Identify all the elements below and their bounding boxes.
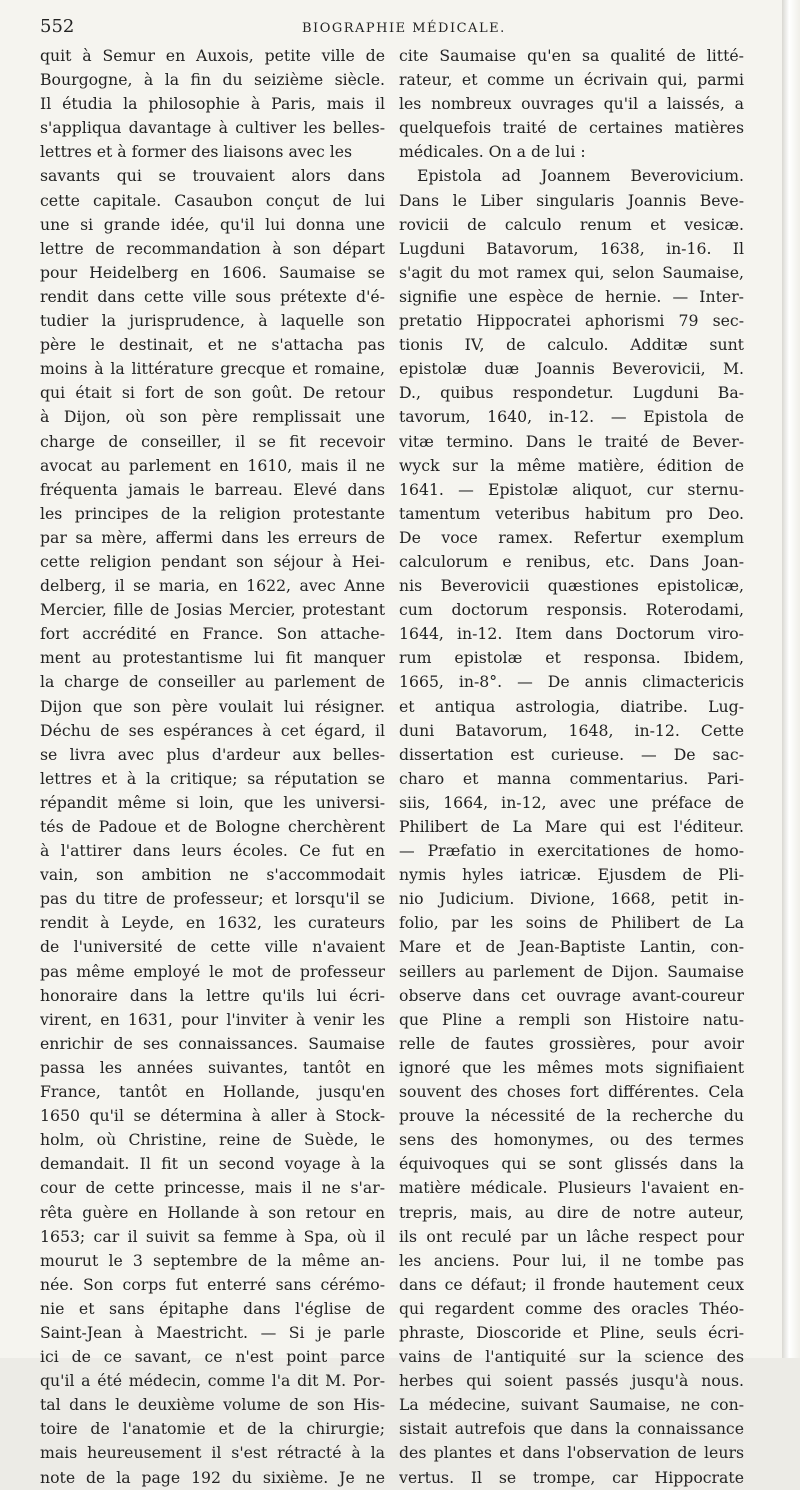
text-line: seillers au parlement de Dijon. Saumaise <box>399 961 744 981</box>
text-line: ment au protestantisme lui fit manquer <box>40 648 385 668</box>
text-line: Déchu de ses espérances à cet égard, il <box>40 720 385 740</box>
text-line: et antiqua astrologia, diatribe. Lug- <box>399 696 744 716</box>
text-line: qu'il a été médecin, comme l'a dit M. Por- <box>40 1371 385 1391</box>
text-line: charge de conseiller, il se fit recevoir <box>40 431 385 451</box>
text-line: Mare et de Jean-Baptiste Lantin, con- <box>399 937 744 957</box>
text-line: cette capitale. Casaubon conçut de lui <box>40 190 385 210</box>
text-line: de l'université de cette ville n'avaient <box>40 937 385 957</box>
text-line: relle de fautes grossières, pour avoir <box>399 1033 744 1053</box>
text-line: fort accrédité en France. Son attache- <box>40 624 385 644</box>
text-line: rêta guère en Hollande à son retour en <box>40 1202 385 1222</box>
text-line: que Pline a rempli son Histoire natu- <box>399 1009 744 1029</box>
text-line: lettres et à former des liaisons avec les <box>40 142 353 162</box>
text-line: médicales. On a de lui : <box>399 142 586 162</box>
text-line: phraste, Dioscoride et Pline, seuls écri- <box>399 1322 744 1342</box>
text-line: signifie une espèce de hernie. — Inter- <box>399 286 744 306</box>
text-line: matière médicale. Plusieurs l'avaient en- <box>399 1178 744 1198</box>
text-line: De voce ramex. Refertur exemplum <box>399 527 744 547</box>
text-line: Il étudia la philosophie à Paris, mais il <box>40 94 385 114</box>
text-line: qui regardent comme des oracles Théo- <box>399 1298 744 1318</box>
text-line: une si grande idée, qu'il lui donna une <box>40 214 385 234</box>
text-line: nie et sans épitaphe dans l'église de <box>40 1298 385 1318</box>
text-line: tamentum veteribus habitum pro Deo. <box>399 503 744 523</box>
text-line: delberg, il se maria, en 1622, avec Anne <box>40 576 385 596</box>
text-line: des plantes et dans l'observation de leurs <box>399 1443 744 1463</box>
text-line: qui était si fort de son goût. De retour <box>40 383 385 403</box>
text-line: passa les années suivantes, tantôt en <box>40 1057 385 1077</box>
right-text-column <box>399 44 744 1490</box>
text-line: cite Saumaise qu'en sa qualité de litté- <box>399 46 744 65</box>
text-line: 1653; car il suivit sa femme à Spa, où il <box>40 1226 385 1246</box>
text-line: lettre de recommandation à son départ <box>40 238 385 258</box>
text-line: à Dijon, où son père remplissait une <box>40 407 385 427</box>
text-line: virent, en 1631, pour l'inviter à venir les <box>40 1009 385 1029</box>
text-line: avocat au parlement en 1610, mais il ne <box>40 455 385 475</box>
text-line: souvent des choses fort différentes. Cela <box>399 1082 744 1102</box>
text-line: rendit à Leyde, en 1632, les curateurs <box>40 913 385 933</box>
text-line: tudier la jurisprudence, à laquelle son <box>40 311 385 331</box>
text-line: rateur, et comme un écrivain qui, parmi <box>399 70 744 90</box>
text-line: cette religion pendant son séjour à Hei- <box>40 551 385 571</box>
text-line: cour de cette princesse, mais il ne s'ar- <box>40 1178 385 1198</box>
text-line: epistolæ duæ Joannis Beverovicii, M. <box>399 359 744 379</box>
text-line: wyck sur la même matière, édition de <box>399 455 744 475</box>
text-line: rovicii de calculo renum et vesicæ. <box>399 214 744 234</box>
text-line: ici de ce savant, ce n'est point parce <box>40 1347 385 1367</box>
text-line: les nombreux ouvrages qu'il a laissés, a <box>399 94 744 114</box>
text-line: demandait. Il fit un second voyage à la <box>40 1154 385 1174</box>
text-line: tavorum, 1640, in-12. — Epistola de <box>399 407 744 427</box>
text-line: cum doctorum responsis. Roterodami, <box>399 600 744 620</box>
text-line: se livra avec plus d'ardeur aux belles- <box>40 744 385 764</box>
text-line: Philibert de La Mare qui est l'éditeur. <box>399 817 744 836</box>
text-line: à l'attirer dans leurs écoles. Ce fut en <box>40 841 385 861</box>
text-line: 1641. — Epistolæ aliquot, cur sternu- <box>399 479 744 499</box>
text-line: honoraire dans la lettre qu'ils lui écri- <box>40 985 385 1005</box>
text-line: Epistola ad Joannem Beverovicium. <box>417 166 744 186</box>
text-line: rum epistolæ et responsa. Ibidem, <box>399 648 744 668</box>
left-text-column <box>40 44 385 1490</box>
text-line: moins à la littérature grecque et romaine, <box>40 359 385 379</box>
text-line: lettres et à la critique; sa réputation se <box>40 768 385 788</box>
text-line: enrichir de ses connaissances. Saumaise <box>40 1033 385 1053</box>
text-line: folio, par les soins de Philibert de La <box>399 913 744 933</box>
text-line: Dans le Liber singularis Joannis Beve- <box>399 190 744 210</box>
text-line: ils ont reculé par un lâche respect pour <box>399 1226 744 1246</box>
text-line: ignoré que les mêmes mots signifiaient <box>399 1057 744 1077</box>
running-head: BIOGRAPHIE MÉDICALE. <box>302 21 506 36</box>
text-line: dans ce défaut; il fronde hautement ceux <box>399 1274 744 1294</box>
text-line: pas même employé le mot de professeur <box>40 961 385 981</box>
text-line: 1665, in-8°. — De annis climactericis <box>399 672 744 692</box>
text-line: la charge de conseiller au parlement de <box>40 672 385 692</box>
text-line: nio Judicium. Divione, 1668, petit in- <box>399 889 744 909</box>
text-line: Lugduni Batavorum, 1638, in-16. Il <box>399 238 744 258</box>
text-line: calculorum e renibus, etc. Dans Joan- <box>399 551 744 571</box>
text-line: dissertation est curieuse. — De sac- <box>399 744 744 764</box>
text-line: née. Son corps fut enterré sans cérémo- <box>40 1274 385 1294</box>
text-line: Bourgogne, à la fin du seizième siècle. <box>40 70 385 90</box>
text-line: siis, 1664, in-12, avec une préface de <box>399 792 744 812</box>
text-line: Dijon que son père voulait lui résigner. <box>40 696 385 716</box>
text-line: équivoques qui se sont glissés dans la <box>399 1154 744 1174</box>
text-line: vain, son ambition ne s'accommodait <box>40 865 385 885</box>
text-line: répandit même si loin, que les universi- <box>40 792 385 812</box>
text-line: les principes de la religion protestante <box>40 503 385 523</box>
text-line: mourut le 3 septembre de la même an- <box>40 1250 385 1270</box>
text-line: vitæ termino. Dans le traité de Bever- <box>399 431 744 451</box>
text-line: tionis IV, de calculo. Additæ sunt <box>399 335 744 355</box>
text-line: herbes qui soient passés jusqu'à nous. <box>399 1371 744 1391</box>
text-line: savants qui se trouvaient alors dans <box>40 166 385 186</box>
text-line: tal dans le deuxième volume de son His- <box>40 1395 385 1415</box>
text-line: les anciens. Pour lui, il ne tombe pas <box>399 1250 744 1270</box>
text-line: vertus. Il se trompe, car Hippocrate <box>399 1467 744 1487</box>
text-line: note de la page 192 du sixième. Je ne <box>40 1467 385 1487</box>
text-line: duni Batavorum, 1648, in-12. Cette <box>399 720 744 740</box>
text-line: La médecine, suivant Saumaise, ne con- <box>399 1395 744 1415</box>
text-line: D., quibus respondetur. Lugduni Ba- <box>399 383 744 403</box>
text-line: sens des homonymes, ou des termes <box>399 1130 744 1150</box>
text-line: nymis hyles iatricæ. Ejusdem de Pli- <box>399 865 744 885</box>
text-line: France, tantôt en Hollande, jusqu'en <box>40 1082 385 1102</box>
text-line: pour Heidelberg en 1606. Saumaise se <box>40 262 385 282</box>
text-line: Saint-Jean à Maestricht. — Si je parle <box>40 1322 385 1342</box>
text-line: 1650 qu'il se détermina à aller à Stock- <box>40 1106 385 1126</box>
text-line: rendit dans cette ville sous prétexte d'é- <box>40 286 385 306</box>
text-line: 1644, in-12. Item dans Doctorum viro- <box>399 624 744 644</box>
text-line: s'appliqua davantage à cultiver les belles- <box>40 118 385 138</box>
text-line: vains de l'antiquité sur la science des <box>399 1347 744 1367</box>
text-line: trepris, mais, au dire de notre auteur, <box>399 1202 744 1222</box>
text-line: par sa mère, affermi dans les erreurs de <box>40 527 385 547</box>
text-line: pretatio Hippocratei aphorismi 79 sec- <box>399 311 744 331</box>
text-line: quelquefois traité de certaines matières <box>399 118 744 138</box>
text-line: observe dans cet ouvrage avant-coureur <box>399 985 744 1005</box>
text-line: sistait autrefois que dans la connaissance <box>399 1419 744 1439</box>
text-line: toire de l'anatomie et de la chirurgie; <box>40 1419 385 1439</box>
page-number: 552 <box>40 16 75 37</box>
page-edge <box>782 0 800 1358</box>
text-line: prouve la nécessité de la recherche du <box>399 1106 744 1126</box>
text-line: quit à Semur en Auxois, petite ville de <box>40 46 385 65</box>
text-line: fréquenta jamais le barreau. Elevé dans <box>40 479 385 499</box>
text-line: Mercier, fille de Josias Mercier, protestant <box>40 600 385 620</box>
text-line: pas du titre de professeur; et lorsqu'il se <box>40 889 385 909</box>
text-line: mais heureusement il s'est rétracté à la <box>40 1443 385 1463</box>
text-line: — Præfatio in exercitationes de homo- <box>399 841 744 861</box>
text-line: charo et manna commentarius. Pari- <box>399 768 744 788</box>
text-line: holm, où Christine, reine de Suède, le <box>40 1130 385 1150</box>
text-line: tés de Padoue et de Bologne cherchèrent <box>40 817 385 836</box>
text-line: s'agit du mot ramex qui, selon Saumaise, <box>399 262 744 282</box>
text-line: père le destinait, et ne s'attacha pas <box>40 335 385 355</box>
text-line: nis Beverovicii quæstiones epistolicæ, <box>399 576 744 596</box>
